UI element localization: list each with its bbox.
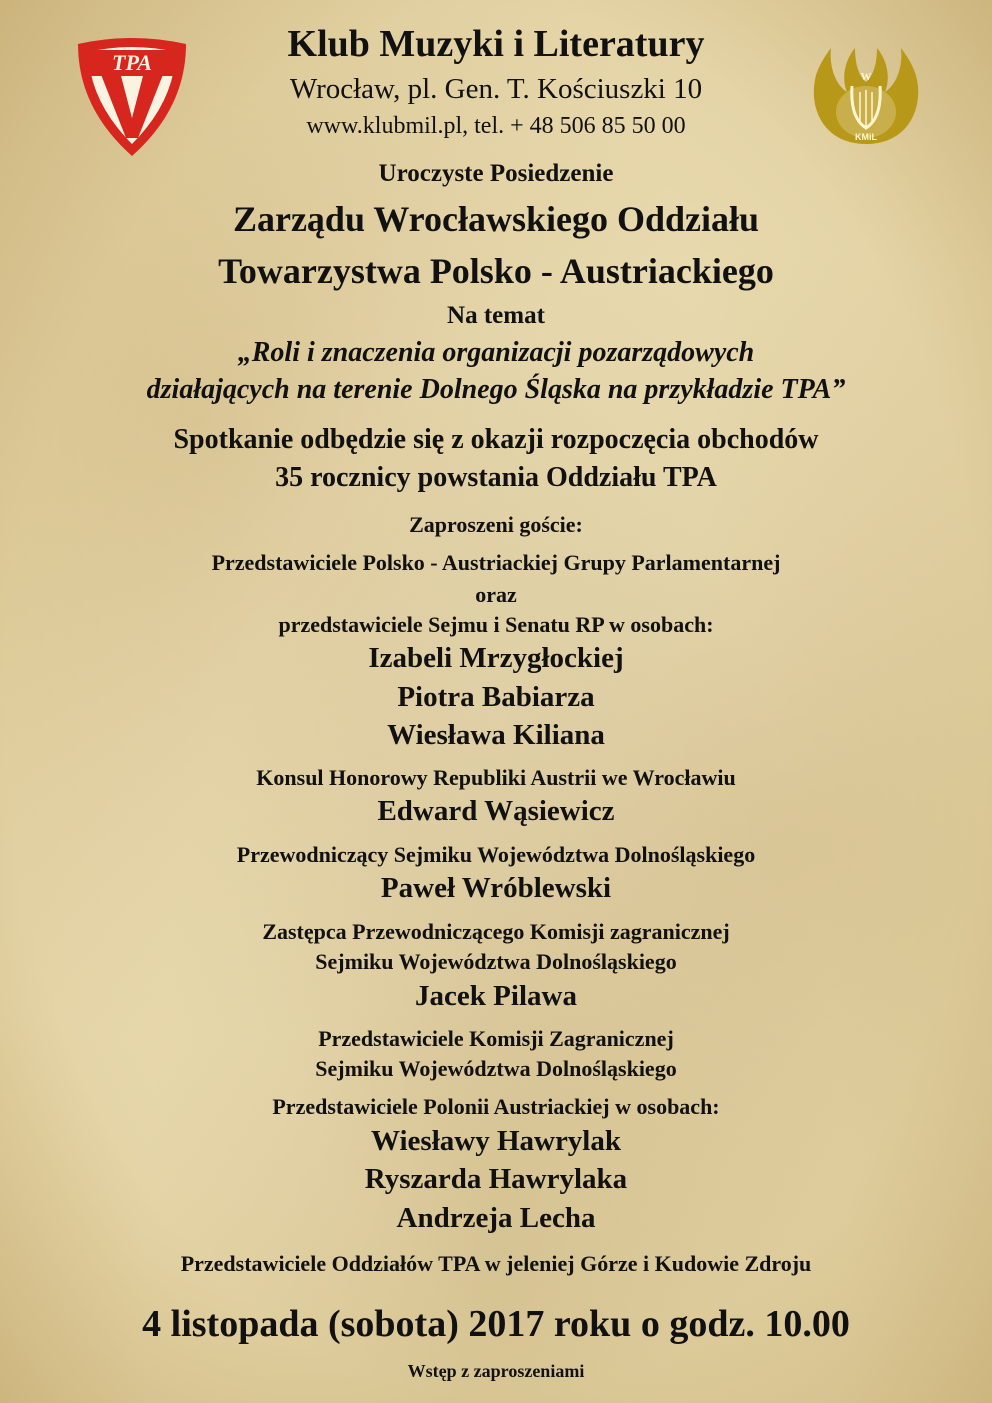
consul-role: Konsul Honorowy Republiki Austrii we Wrocławiu [256, 765, 736, 790]
event-kicker: Uroczyste Posiedzenie [378, 160, 614, 187]
occasion-line1: Spotkanie odbędzie się z okazji rozpoczęcia obchodów [173, 424, 819, 455]
club-contact: www.klubmil.pl, tel. + 48 506 85 50 00 [306, 113, 686, 139]
commission-line1: Przedstawiciele Komisji Zagranicznej [318, 1026, 674, 1051]
club-name: Klub Muzyki i Literatury [287, 23, 705, 65]
guest-name: Ryszarda Hawrylaka [364, 1163, 628, 1195]
guest-name: Piotra Babiarza [397, 681, 595, 713]
event-date: 4 listopada (sobota) 2017 roku o godz. 10.00 [142, 1303, 850, 1345]
guests-group1: Przedstawiciele Polsko - Austriackiej Grupy Parlamentarnej [211, 550, 781, 575]
event-title-line1: Zarządu Wrocławskiego Oddziału [232, 199, 760, 239]
kmil-logo-small: W [860, 71, 872, 83]
guest-name: Wiesława Kiliana [387, 719, 605, 751]
deputy-name: Jacek Pilawa [415, 980, 577, 1012]
guests-group2: przedstawiciele Sejmu i Senatu RP w osobach: [278, 612, 714, 637]
occasion-line2: 35 rocznicy powstania Oddziału TPA [275, 462, 717, 493]
guest-name: Andrzeja Lecha [396, 1202, 596, 1234]
club-address: Wrocław, pl. Gen. T. Kościuszki 10 [289, 73, 703, 105]
entry-note: Wstęp z zaproszeniami [407, 1361, 585, 1381]
kmil-logo-text: KMiL [855, 132, 877, 142]
branches: Przedstawiciele Oddziałów TPA w jeleniej Górze i Kudowie Zdroju [180, 1251, 812, 1276]
consul-name: Edward Wąsiewicz [377, 795, 615, 827]
chair-role: Przewodniczący Sejmiku Województwa Dolnośląskiego [236, 842, 756, 867]
deputy-role-line1: Zastępca Przewodniczącego Komisji zagranicznej [262, 919, 730, 944]
guests-and: oraz [475, 582, 517, 607]
guest-name: Izabeli Mrzygłockiej [368, 642, 624, 674]
guest-name: Wiesławy Hawrylak [371, 1125, 621, 1157]
topic-line1: „Roli i znaczenia organizacji pozarządowych [237, 337, 755, 368]
event-title-line2: Towarzystwa Polsko - Austriackiego [218, 251, 774, 291]
topic-label: Na temat [447, 302, 545, 329]
polonia-heading: Przedstawiciele Polonii Austriackiej w osobach: [272, 1094, 720, 1119]
commission-line2: Sejmiku Województwa Dolnośląskiego [315, 1056, 677, 1081]
tpa-logo-text: TPA [112, 50, 152, 75]
deputy-role-line2: Sejmiku Województwa Dolnośląskiego [315, 949, 677, 974]
chair-name: Paweł Wróblewski [380, 872, 612, 904]
guests-heading: Zaproszeni goście: [409, 512, 583, 537]
topic-line2: działających na terenie Dolnego Śląska na przykładzie TPA” [146, 374, 846, 405]
